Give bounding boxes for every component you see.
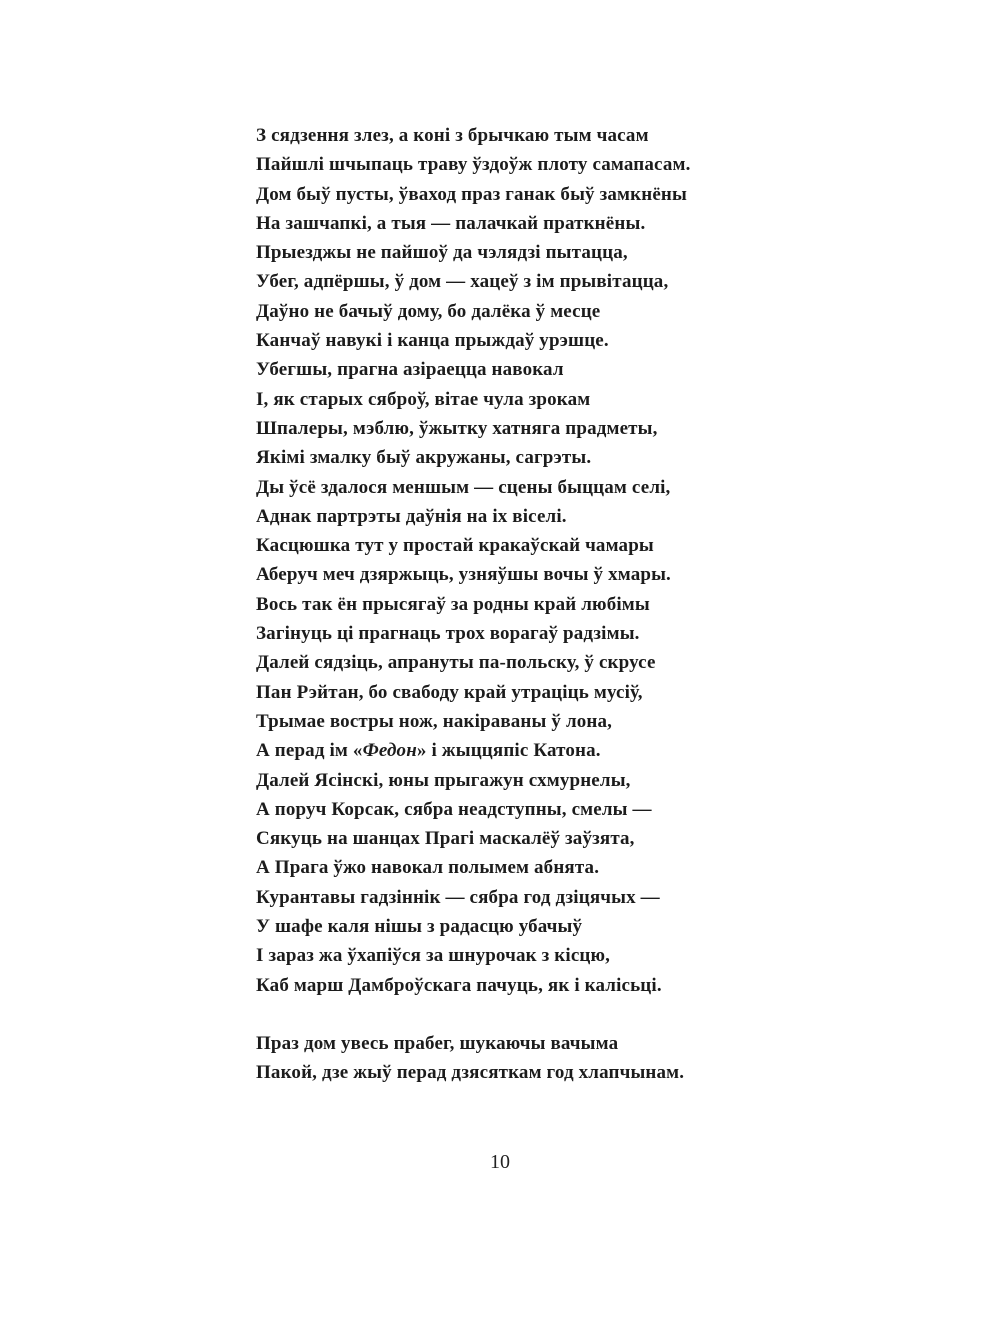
page-number: 10 xyxy=(490,1151,510,1173)
line-text: А перад ім « xyxy=(256,740,363,762)
line-text: » і жыццяпіс Катона. xyxy=(416,740,601,762)
book-title-italic: Федон xyxy=(362,740,417,762)
poem-line: Курантавы гадзіннік — сябра год дзіцячых — xyxy=(256,886,660,908)
poem-line: Далей сядзіць, апрануты па-польску, ў скрусе xyxy=(256,652,656,674)
poem-line: А поруч Корсак, сябра неадступны, смелы — xyxy=(256,798,652,820)
poem-line: Канчаў навукі і канца прыждаў урэшце. xyxy=(256,330,609,352)
poem-line: Вось так ён прысягаў за родны край любімы xyxy=(256,593,650,615)
poem-line: Убег, адпёршы, ў дом — хацеў з ім прывітацца, xyxy=(256,271,669,293)
poem-line: Сякуць на шанцах Прагі маскалёў заўзята, xyxy=(256,828,635,850)
poem-line: Даўно не бачыў дому, бо далёка ў месце xyxy=(256,300,601,322)
poem-line xyxy=(256,736,856,765)
poem-line: З сядзення злез, а коні з брычкаю тым часам xyxy=(256,125,649,146)
poem-line: Дом быў пусты, ўваход праз ганак быў замкнёны xyxy=(256,183,687,205)
poem-line: Загінуць ці прагнаць трох ворагаў радзімы. xyxy=(256,623,640,645)
poem-line: А Прага ўжо навокал полымем абнята. xyxy=(256,857,600,879)
poem-text xyxy=(256,121,856,1088)
poem-line: Шпалеры, мэблю, ўжытку хатняга прадметы, xyxy=(256,417,658,439)
poem-line: Касцюшка тут у простай кракаўскай чамары xyxy=(256,535,654,557)
poem-line: Праз дом увесь прабег, шукаючы вачыма xyxy=(256,1032,619,1054)
poem-line: Каб марш Дамброўскага пачуць, як і калісьці. xyxy=(256,974,662,996)
stanza xyxy=(256,121,856,1000)
stanza xyxy=(256,1029,856,1088)
poem-line: Далей Ясінскі, юны прыгажун схмурнелы, xyxy=(256,769,631,791)
poem-line: Пайшлі шчыпаць траву ўздоўж плоту самапасам. xyxy=(256,154,691,176)
poem-line: У шафе каля нішы з радасцю убачыў xyxy=(256,916,583,938)
poem-line: І зараз жа ўхапіўся за шнурочак з кісцю, xyxy=(256,945,611,967)
poem-line: Аднак партрэты даўнія на іх віселі. xyxy=(256,505,567,527)
poem-line: Пакой, дзе жыў перад дзясяткам год хлапчынам. xyxy=(256,1062,685,1084)
poem-line: Аберуч меч дзяржыць, узняўшы вочы ў хмары. xyxy=(256,564,671,586)
poem-line: Убегшы, прагна азіраецца навокал xyxy=(256,359,564,381)
poem-line: Пан Рэйтан, бо свабоду край утраціць мусіў, xyxy=(256,681,643,703)
poem-line: Якімі змалку быў акружаны, сагрэты. xyxy=(256,447,592,469)
poem-line: Прыезджы не пайшоў да чэлядзі пытацца, xyxy=(256,242,628,264)
poem-line: Ды ўсё здалося меншым — сцены быццам селі, xyxy=(256,476,671,498)
poem-line: На зашчапкі, а тыя — палачкай праткнёны. xyxy=(256,212,646,234)
poem-line: Трымае востры нож, накіраваны ў лона, xyxy=(256,710,613,732)
poem-line: І, як старых сяброў, вітае чула зрокам xyxy=(256,388,591,410)
